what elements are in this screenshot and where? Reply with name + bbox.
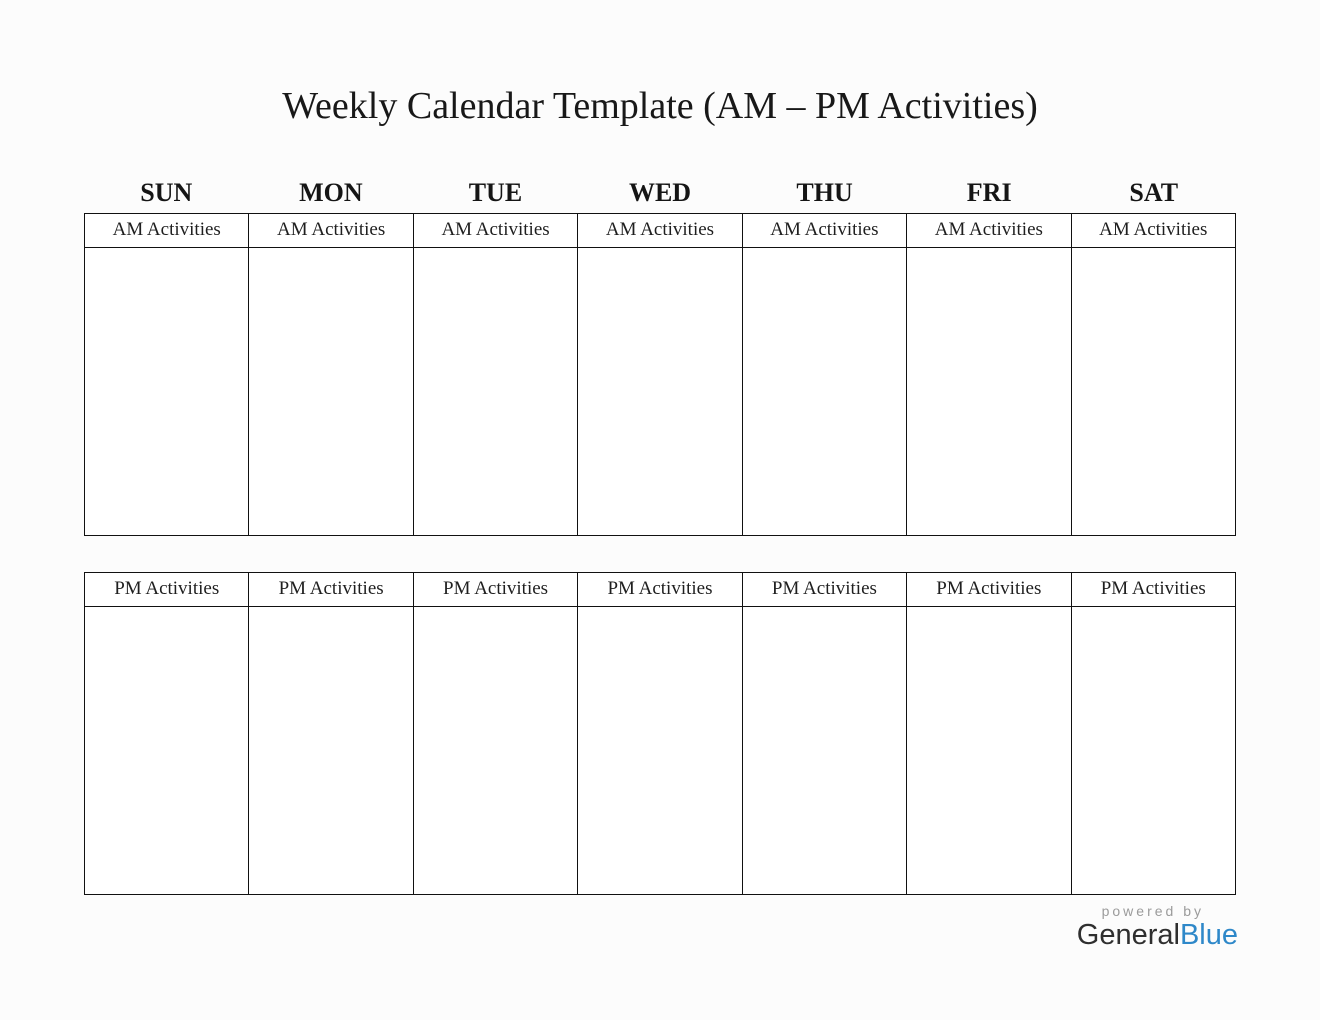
pm-cell-sat: [1071, 606, 1235, 894]
pm-cell-tue: [413, 606, 577, 894]
pm-activities-header-row: [85, 572, 1236, 606]
day-label-tue: TUE: [468, 177, 523, 207]
am-cell-tue: [413, 247, 577, 535]
pm-cell-thu: [742, 606, 906, 894]
brand-blue-text: Blue: [1179, 918, 1238, 951]
pm-cell-wed: [578, 606, 742, 894]
am-cell-sun: [85, 247, 249, 535]
am-activities-body-row: [85, 247, 1236, 535]
pm-cell-sun: [85, 606, 249, 894]
am-header-thu: AM Activities: [742, 213, 906, 247]
footer: [82, 904, 1238, 953]
pm-activities-body-row: [85, 606, 1236, 894]
am-activities-header-row: [85, 213, 1236, 247]
pm-cell-mon: [249, 606, 413, 894]
day-label-sat: SAT: [1129, 177, 1179, 207]
pm-header-sat: PM Activities: [1071, 572, 1235, 606]
am-cell-mon: [249, 247, 413, 535]
am-header-sat: AM Activities: [1071, 213, 1235, 247]
am-header-fri: AM Activities: [907, 213, 1071, 247]
am-header-tue: AM Activities: [413, 213, 577, 247]
generalblue-logo[interactable]: [82, 919, 1238, 952]
am-cell-wed: [578, 247, 742, 535]
pm-cell-fri: [907, 606, 1071, 894]
pm-header-mon: PM Activities: [249, 572, 413, 606]
am-cell-thu: [742, 247, 906, 535]
am-header-sun: AM Activities: [85, 213, 249, 247]
am-cell-sat: [1071, 247, 1235, 535]
day-header-row: [84, 177, 1236, 207]
day-label-thu: THU: [796, 177, 853, 207]
am-cell-fri: [907, 247, 1071, 535]
pm-header-tue: PM Activities: [413, 572, 577, 606]
day-label-wed: WED: [628, 177, 692, 207]
am-header-mon: AM Activities: [249, 213, 413, 247]
page-title: Weekly Calendar Template (AM – PM Activities): [282, 85, 1038, 127]
day-label-fri: FRI: [966, 177, 1012, 207]
pm-header-thu: PM Activities: [742, 572, 906, 606]
pm-activities-table: [84, 572, 1236, 895]
pm-header-fri: PM Activities: [907, 572, 1071, 606]
am-header-wed: AM Activities: [578, 213, 742, 247]
brand-general-text: General: [1076, 918, 1180, 951]
pm-header-sun: PM Activities: [85, 572, 249, 606]
powered-by-text: powered by: [1101, 902, 1204, 919]
day-label-mon: MON: [299, 177, 363, 207]
calendar-content: [84, 177, 1236, 895]
day-label-sun: SUN: [140, 177, 193, 207]
am-activities-table: [84, 213, 1236, 536]
pm-header-wed: PM Activities: [578, 572, 742, 606]
